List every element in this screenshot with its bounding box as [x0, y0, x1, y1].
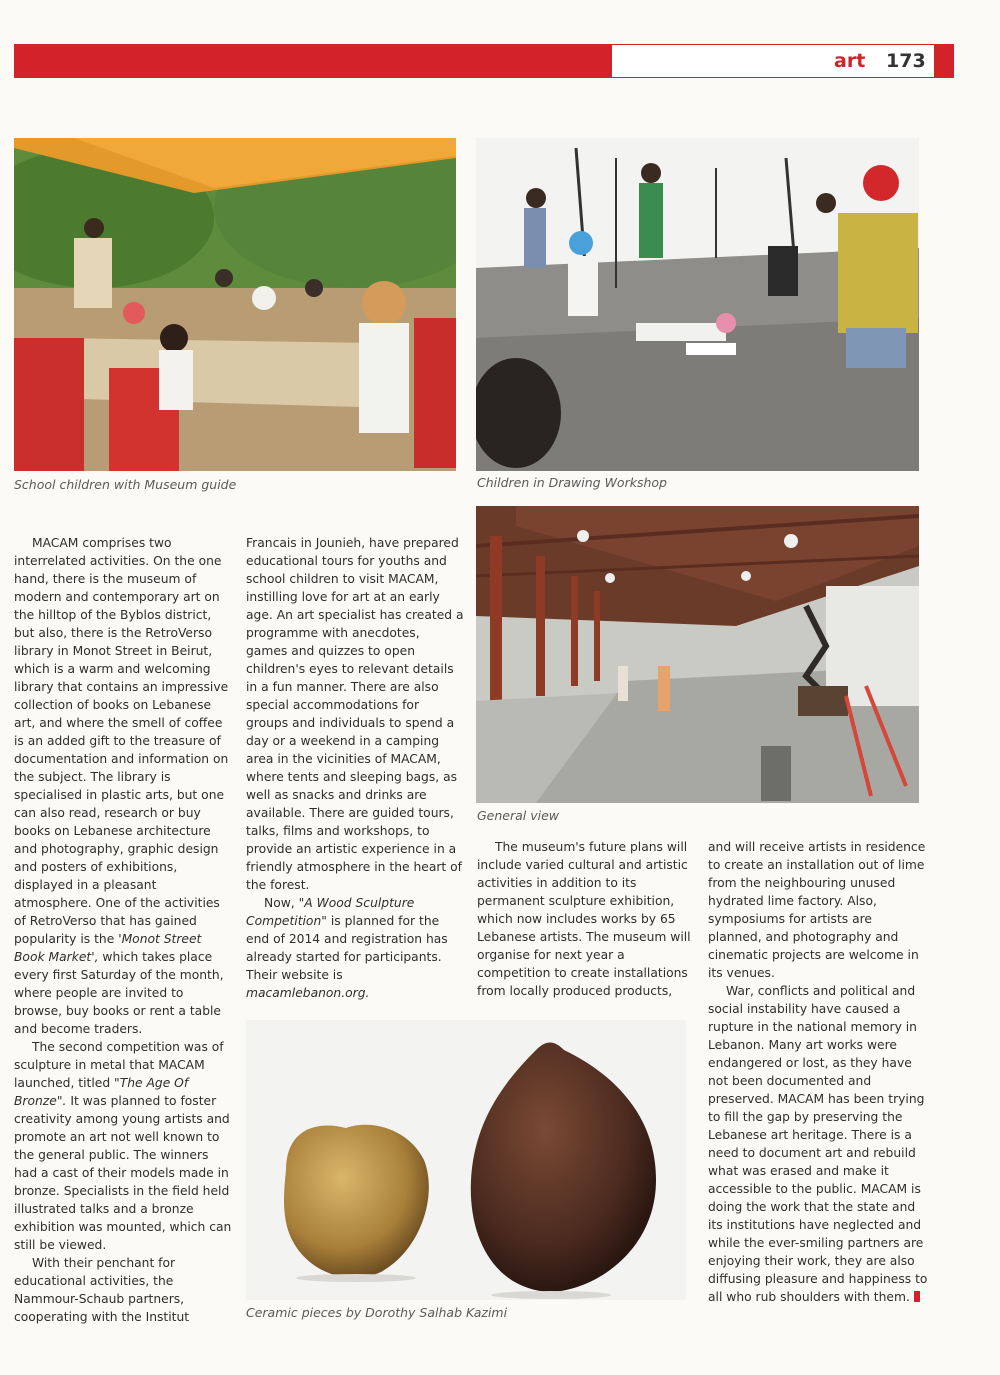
caption-photo-drawing-workshop: Children in Drawing Workshop: [477, 475, 667, 490]
end-of-article-mark: [914, 1291, 920, 1302]
paragraph: [14, 534, 234, 1038]
paragraph: and will receive artists in residence to create an installation out of lime from the neighbouring unused hydrated lime factory. Also, symposiums for artists are planned, and photography and cinematic projects are welcome in its venues.: [708, 840, 926, 980]
caption-photo-school-children: School children with Museum guide: [14, 477, 237, 492]
caption-photo-general-view: General view: [477, 808, 560, 823]
text-column-2: [246, 534, 464, 1002]
paragraph-text: Now,: [264, 896, 299, 910]
paragraph-text: is planned for the end of 2014 and registration has already started for participants. Their website is: [246, 914, 448, 982]
text-column-4: [708, 838, 928, 1306]
emphasis-text: "The Age Of Bronze".: [14, 1076, 189, 1108]
paragraph-text: It was planned to foster creativity among young artists and promote an art not well known to the general public. The winners had a cast of their models made in bronze. Specialists in the field held illustrated talks and a bronze exhibition was mounted, which can still be viewed.: [14, 1094, 232, 1252]
paragraph-text: The second competition was of sculpture in metal that MACAM launched, titled: [14, 1040, 224, 1090]
paragraph-text: which takes place every first Saturday of the month, where people are invited to browse, buy books or rent a table and become traders.: [14, 950, 224, 1036]
header-red-cap: [934, 44, 954, 78]
paragraph-text: War, conflicts and political and social instability have caused a rupture in the national memory in Lebanon. Many art works were endangered or lost, as they have not been documented and preserved. MACAM has been trying to fill the gap by preserving the Lebanese art heritage. There is a need to document art and rebuild what was erased and make it accessible to the public. MACAM is doing the work that the state and its institutions have neglected and while the ever-smiling partners are enjoying their work, they are also diffusing pleasure and happiness to all who rub shoulders with them.: [708, 984, 928, 1304]
emphasis-text: 'Monot Street Book Market',: [14, 932, 202, 964]
emphasis-text: "A Wood Sculpture Competition": [246, 896, 415, 928]
photo-general-view: [476, 506, 919, 803]
text-column-1: [14, 534, 234, 1326]
caption-photo-ceramic-pieces: Ceramic pieces by Dorothy Salhab Kazimi: [246, 1305, 508, 1320]
photo-school-children: [14, 138, 456, 471]
website-link[interactable]: macamlebanon.org.: [246, 986, 370, 1000]
paragraph: [708, 982, 928, 1306]
paragraph: With their penchant for educational activities, the Nammour-Schaub partners, cooperating with the Institut: [14, 1256, 190, 1324]
photo-drawing-workshop: [476, 138, 919, 471]
paragraph: [14, 1038, 234, 1254]
paragraph: [246, 894, 464, 1002]
paragraph-text: MACAM comprises two interrelated activities. On the one hand, there is the museum of modern and contemporary art on the hilltop of the Byblos district, but also, there is the RetroVerso library in Monot Street in Beirut, which is a warm and welcoming library that contains an impressive collection of books on Lebanese art, and where the smell of coffee is an added gift to the treasure of documentation and information on the subject. The library is specialised in plastic arts, but one can also read, research or buy books on Lebanese architecture and photography, graphic design and posters of exhibitions, displayed in a pleasant atmosphere. One of the activities of RetroVerso that has gained popularity is the: [14, 536, 229, 946]
header-red-bar: [14, 44, 612, 78]
page-number: 173: [886, 50, 926, 72]
text-column-3: [477, 838, 695, 1000]
section-label: art: [834, 50, 866, 72]
paragraph: The museum's future plans will include varied cultural and artistic activities in addition to its permanent sculpture exhibition, which now includes works by 65 Lebanese artists. The museum will organise for next year a competition to create installations from locally produced products,: [477, 840, 691, 998]
paragraph: Francais in Jounieh, have prepared educational tours for youths and school children to visit MACAM, instilling love for art at an early age. An art specialist has created a programme with anecdotes, games and quizzes to open children's eyes to relevant details in a fun manner. There are also special accommodations for groups and individuals to spend a day or a weekend in a camping area in the vicinities of MACAM, where tents and sleeping bags, as well as snacks and drinks are available. There are guided tours, talks, films and workshops, to provide an artistic experience in a friendly atmosphere in the heart of the forest.: [246, 536, 464, 892]
photo-ceramic-pieces: [246, 1020, 686, 1300]
